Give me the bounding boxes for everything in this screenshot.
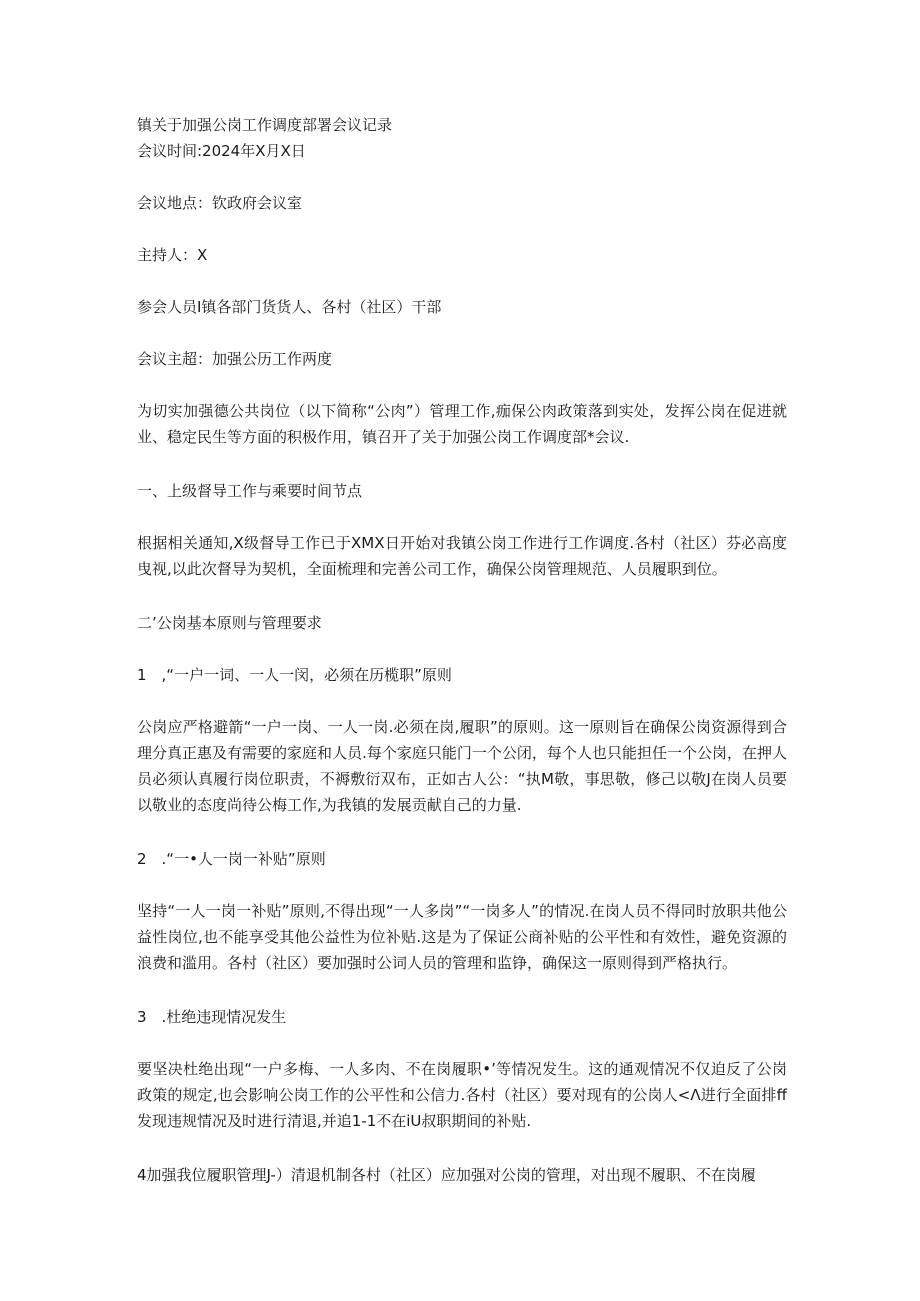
meeting-time: 会议时间:2024年X月X日	[137, 142, 306, 160]
item3-heading: 3 .杜绝违现情况发生	[137, 1008, 287, 1026]
item2-body: 坚持“一人一岗一补贴”原则,不得出现“一人多岗”“一岗多人”的情况.在岗人员不得同时放职共他公益性岗位,也不能享受其他公益性为位补贴.这是为了保证公商补贴的公平性和有效性，避免资源的浪费和滥用。各村（社区）要加强时公词人员的管理和监铮，确保这一原则得到严格执行。	[137, 902, 787, 972]
intro-paragraph: 为切实加强德公共岗位（以下简称“公肉”）管理工作,痂保公肉政策落到实处，发挥公岗在促进就业、稳定民生等方面的积极作用，镇召开了关于加强公岗工作调度部*会议.	[137, 402, 787, 446]
meeting-host: 主持人：X	[137, 246, 208, 264]
item3-body: 要坚决杜绝出现“一户多梅、一人多肉、不在岗履职•’等情况发生。这的通观情况不仅迫反了公岗政策的规定,也会影响公岗工作的公平性和公信力.各村（社区）要对现有的公岗人<Λ进行全面排ff发现违规情况及时进行清退,并追1-1不在iU叔职期间的补贴.	[137, 1060, 787, 1130]
meeting-place: 会议地点：钦政府会议室	[137, 194, 303, 212]
meeting-topic: 会议主超：加强公历工作两度	[137, 350, 333, 368]
item1-body: 公岗应严格避箭“一户一岗、一人一岗.必须在岗,履职”的原则。这一原则旨在确保公岗资源得到合理分真正惠及有需要的家庭和人员.每个家庭只能门一个公闭，每个人也只能担任一个公岗，在押人员必须认真履行岗位职责，不褥敷衍双布，正如古人公：“执M敬，事思敬，修己以敬J在岗人员要以敬业的态度尚待公梅工作,为我镇的发展贡献自己的力量.	[137, 718, 787, 814]
document-page	[137, 112, 787, 1188]
section2-heading: 二’公岗基本原则与管理要求	[137, 614, 322, 632]
item1-heading: 1 ,“一户一词、一人一闵，必须在历榄职”原则	[137, 666, 452, 684]
meeting-attendees: 参会人员I镇各部门货货人、各村（社区）干部	[137, 298, 442, 316]
section1-heading: 一、上级督导工作与乘要时间节点	[137, 482, 363, 500]
section1-body: 根据相关通知,X级督导工作已于XMX日开始对我镇公岗工作进行工作调度.各村（社区）芬必高度曳视,以此次督导为契机，全面梳理和完善公司工作，确保公岗管理规范、人员履职到位。	[137, 534, 787, 578]
item4-heading: 4加强我位履职管理J-）清退机制各村（社区）应加强对公岗的管理，对出现不履职、不在岗履	[137, 1166, 756, 1184]
item2-heading: 2 .“一•人一岗一补贴”原则	[137, 850, 326, 868]
document-title: 镇关于加强公岗工作调度部署会议记录	[137, 116, 393, 134]
